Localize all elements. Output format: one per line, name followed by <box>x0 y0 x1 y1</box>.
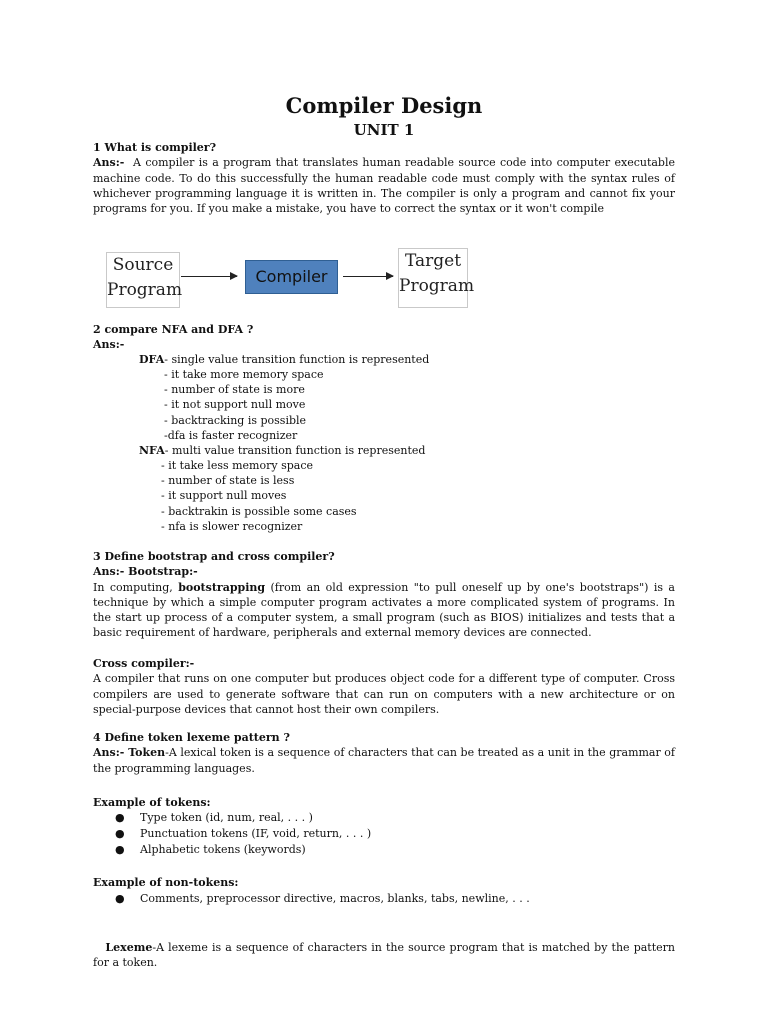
bootstrap-text: (from an old expression "to pull oneself up by one's bootstraps") is a technique by which a simple computer program activates a more complicated system of programs. In the start up process of a computer system, a small program (such as BIOS) initializes and tests that a basic requirement of hardware, peripherals and external memory devices are connected. <box>93 580 675 640</box>
list-item: - number of state is more <box>164 383 305 397</box>
target-program-label: Program <box>399 276 475 296</box>
arrow-to-compiler <box>181 276 237 277</box>
list-item: - backtracking is possible <box>164 413 307 427</box>
question-3 <box>93 549 675 641</box>
target-program-box <box>398 248 475 308</box>
nfa-heading <box>139 443 425 458</box>
compiler-box: Compiler <box>245 260 338 294</box>
question-1 <box>93 140 675 216</box>
token-examples-list <box>115 810 371 858</box>
bootstrapping-term: bootstrapping <box>178 580 266 594</box>
list-item: - it take less memory space <box>161 459 313 472</box>
bullet-icon: ● <box>115 892 125 905</box>
source-label: Source <box>112 255 174 275</box>
list-item: ● Type token (id, num, real, . . . ) <box>115 811 313 824</box>
nfa-description: - multi value transition function is represented <box>164 444 426 457</box>
cross-compiler-label: Cross compiler:- <box>93 657 195 670</box>
cross-compiler-section <box>93 656 675 717</box>
token-definition <box>93 745 675 776</box>
list-item: - it not support null move <box>164 398 306 412</box>
bullet-icon: ● <box>115 827 125 840</box>
token-label: Ans:- Token <box>93 746 166 760</box>
compiler-diagram <box>106 250 475 308</box>
list-item: - it take more memory space <box>164 368 324 381</box>
examples-label: Example of tokens: <box>93 796 211 809</box>
bootstrap-intro: In computing, <box>93 580 179 594</box>
non-token-label: Example of non-tokens: <box>93 876 239 889</box>
bootstrap-definition <box>93 580 675 641</box>
dfa-label: DFA <box>139 353 165 366</box>
lexeme-section <box>93 940 675 971</box>
dfa-description: - single value transition function is represented <box>164 353 430 366</box>
question-3-title: 3 Define bootstrap and cross compiler? <box>93 550 335 563</box>
bootstrap-label: Ans:- Bootstrap:- <box>93 565 198 579</box>
token-text: -A lexical token is a sequence of characters that can be treated as a unit in the grammar of the programming languages. <box>93 746 675 775</box>
list-item: ● Alphabetic tokens (keywords) <box>115 843 306 856</box>
cross-compiler-definition: A compiler that runs on one computer but produces object code for a different type of computer. Cross compilers are used to generate software that can run on computers with a new architecture or on special-purpose devices that cannot host their own compilers. <box>93 672 675 716</box>
token-examples-heading <box>93 795 675 810</box>
list-item: - nfa is slower recognizer <box>161 519 303 533</box>
question-4-title: 4 Define token lexeme pattern ? <box>93 731 290 744</box>
lexeme-definition <box>93 940 675 971</box>
answer-label: Ans:- <box>93 338 125 352</box>
list-item: ● Comments, preprocessor directive, macros, blanks, tabs, newline, . . . <box>115 892 530 905</box>
dfa-properties <box>164 367 324 443</box>
lexeme-label: Lexeme <box>105 941 153 954</box>
bullet-icon: ● <box>115 843 125 856</box>
nfa-properties <box>161 458 357 534</box>
question-2-title: 2 compare NFA and DFA ? <box>93 323 254 336</box>
question-1-answer-text: A compiler is a program that translates human readable source code into computer executable machine code. To do this successfully the human readable code must comply with the syntax rules of whichever programming language it is written in. The compiler is only a program and cannot fix your programs for you. If you make a mistake, you have to correct the syntax or it won't compile <box>93 156 675 216</box>
question-1-answer <box>93 155 675 216</box>
nfa-label: NFA <box>139 444 165 457</box>
lexeme-text: -A lexeme is a sequence of characters in the source program that is matched by the pattern for a token. <box>93 941 675 970</box>
dfa-heading <box>139 352 429 367</box>
list-item: - it support null moves <box>161 489 287 503</box>
bullet-icon: ● <box>115 811 125 824</box>
arrow-to-target <box>343 276 393 277</box>
non-token-list <box>115 891 530 907</box>
list-item: - number of state is less <box>161 474 295 488</box>
list-item: -dfa is faster recognizer <box>164 428 298 442</box>
list-item: - backtrakin is possible some cases <box>161 504 357 518</box>
question-1-title: 1 What is compiler? <box>93 141 217 154</box>
program-label: Program <box>107 280 183 300</box>
question-2 <box>93 322 675 353</box>
question-4 <box>93 730 675 776</box>
target-label: Target <box>404 251 462 271</box>
unit-heading: UNIT 1 <box>353 121 415 139</box>
source-program-box <box>106 252 183 308</box>
answer-label: Ans:- <box>93 156 125 170</box>
list-item: ● Punctuation tokens (IF, void, return, . . . ) <box>115 827 372 840</box>
document-title: Compiler Design <box>285 93 483 118</box>
non-token-heading <box>93 875 675 890</box>
